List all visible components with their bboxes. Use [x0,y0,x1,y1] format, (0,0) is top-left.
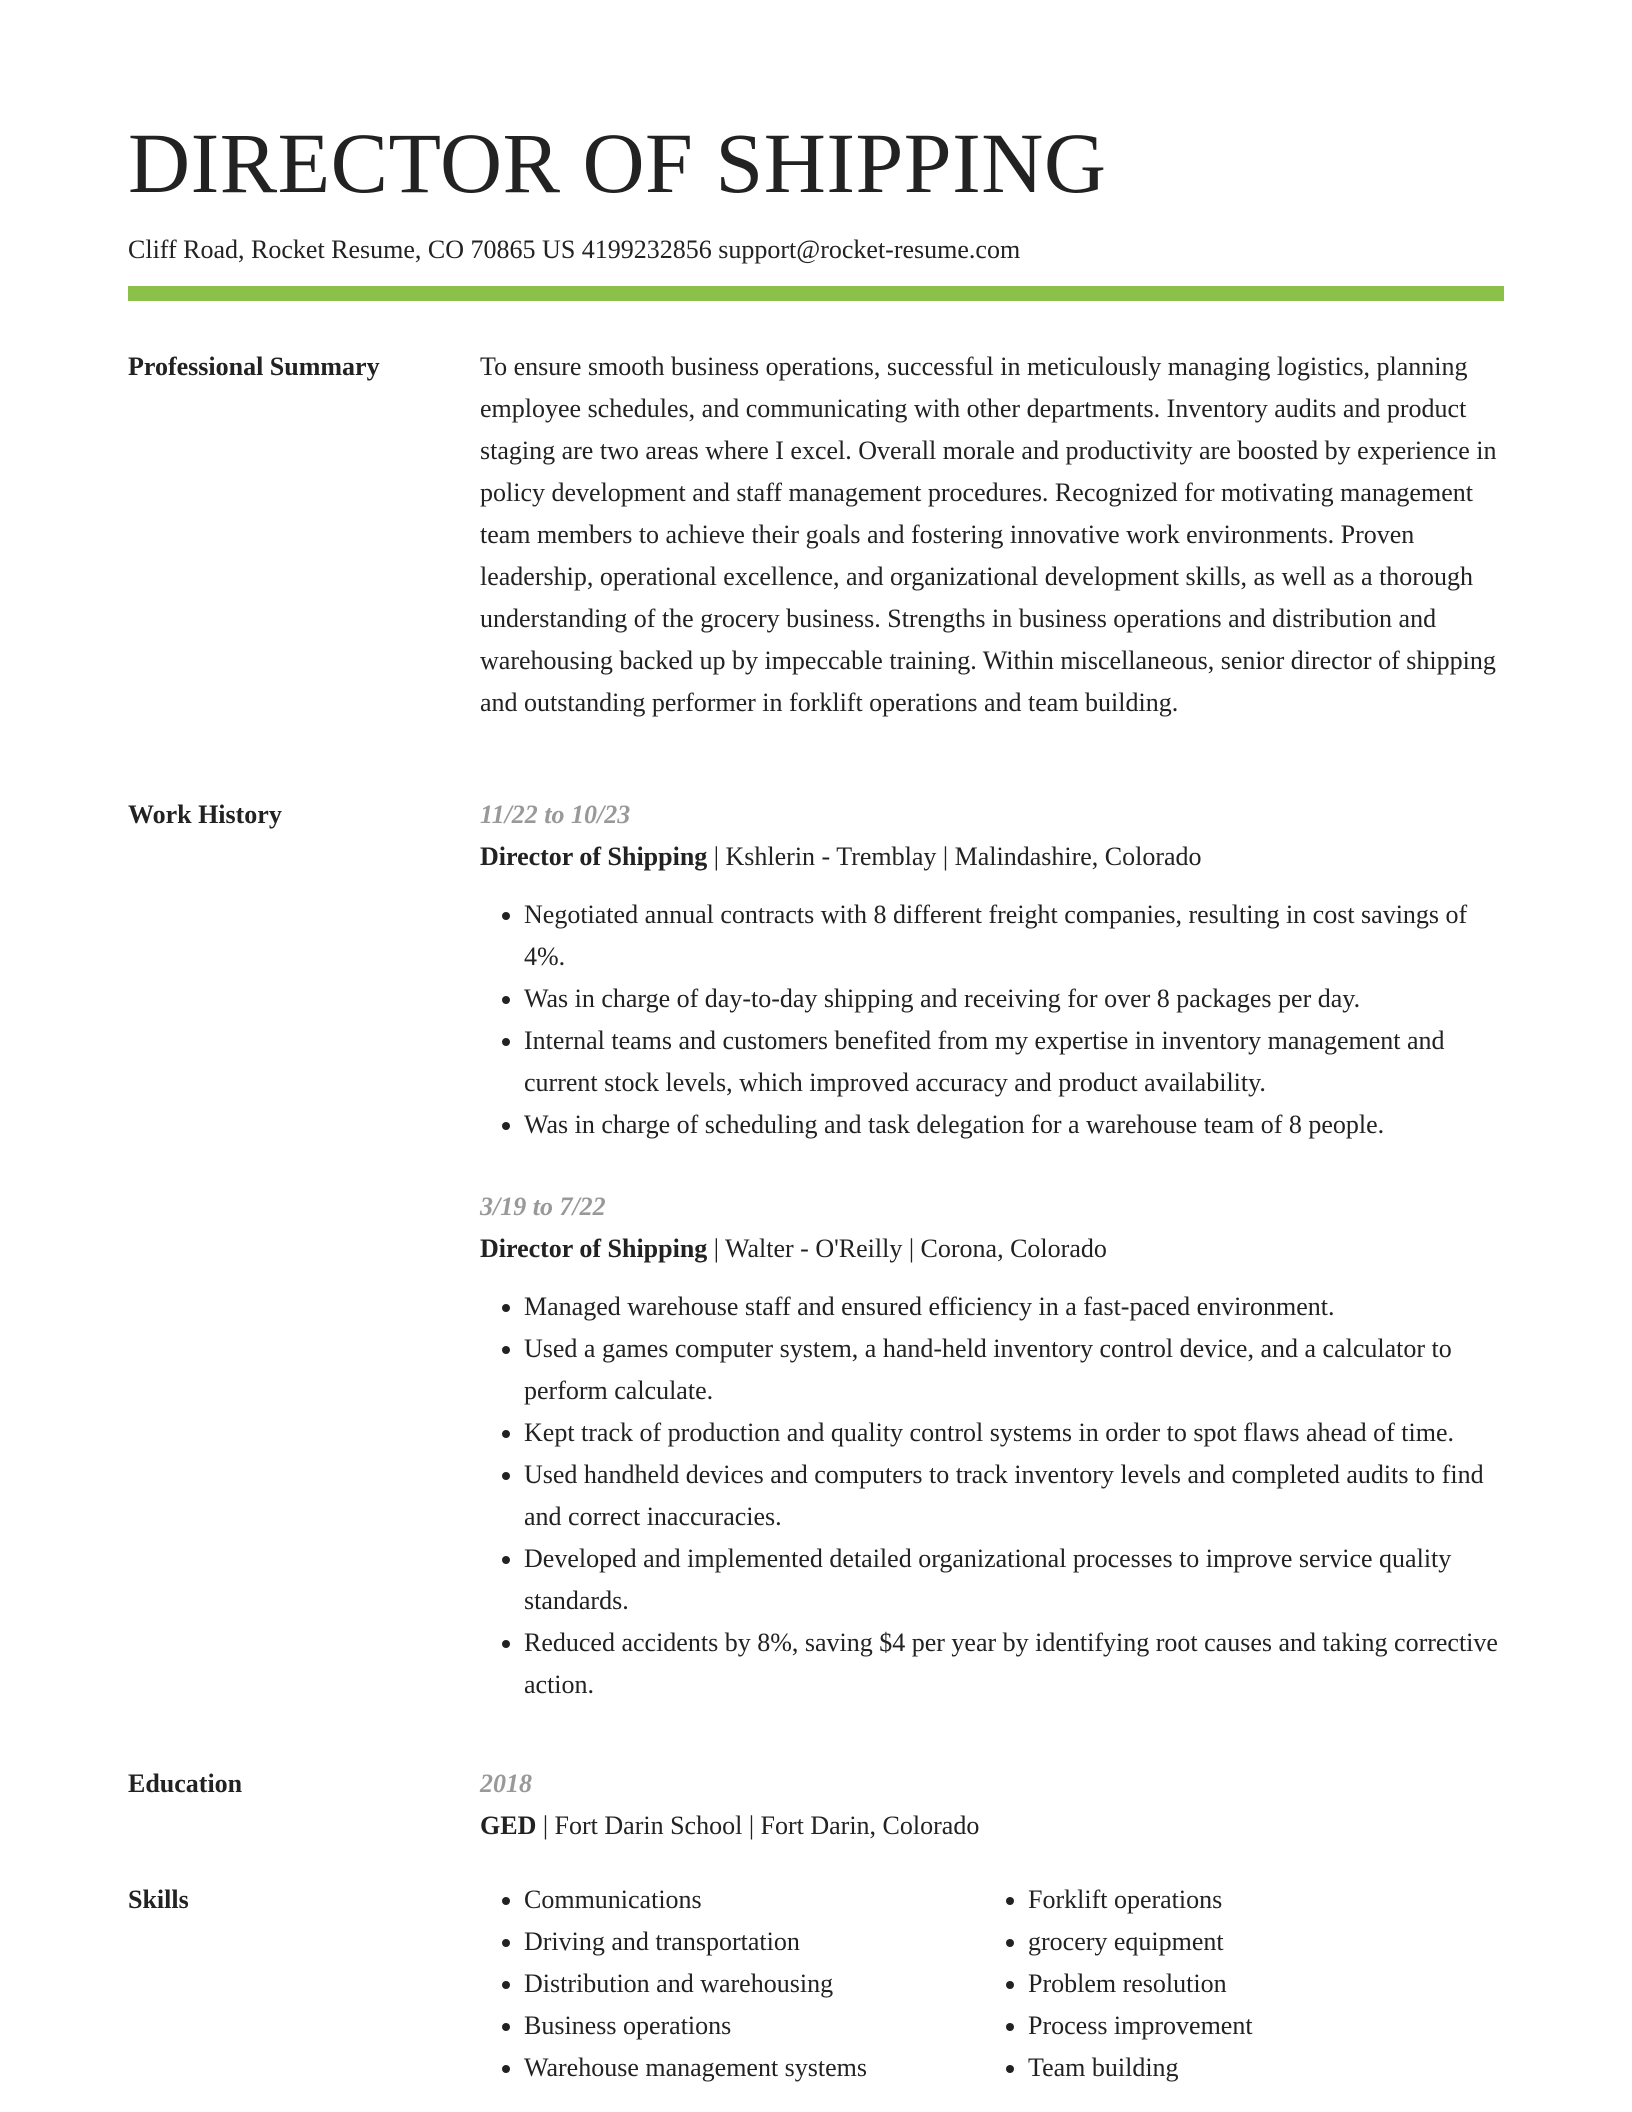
education-year: 2018 [480,1769,532,1798]
summary-text: To ensure smooth business operations, successful in meticulously managing logistics, planning employee schedules, and communicating with other departments. Inventory audits and product staging are two areas where I excel. Overall morale and productivity are boosted by experience in policy development and staff management procedures. Recognized for motivating management team members to achieve their goals and fostering innovative work environments. Proven leadership, operational excellence, and organizational development skills, as well as a thorough understanding of the grocery business. Strengths in business operations and distribution and warehousing backed up by impeccable training. Within miscellaneous, senior director of shipping and outstanding performer in forklift operations and team building. [480,352,1497,717]
skills-body [480,1879,1504,2089]
education-body [480,1763,1504,1847]
contact-line: Cliff Road, Rocket Resume, CO 70865 US 4199232856 support@rocket-resume.com [128,235,1021,264]
job-dates: 11/22 to 10/23 [480,800,631,829]
skills-list-left [480,1879,984,2089]
education-degree: GED [480,1811,537,1840]
work-history-label: Work History [128,800,282,829]
job-bullet: • Managed warehouse staff and ensured efficiency in a fast-paced environment. [524,1286,1504,1328]
education-label: Education [128,1769,243,1798]
skill-item: • Team building [1028,2047,1478,2089]
summary-label: Professional Summary [128,352,380,381]
skill-item: • Problem resolution [1028,1963,1478,2005]
job-title: Director of Shipping [480,1234,708,1263]
skill-item: • Process improvement [1028,2005,1478,2047]
skills-list-right [984,1879,1478,2089]
job-bullet: • Developed and implemented detailed organizational processes to improve service quality standards. [524,1538,1504,1622]
job-bullet: • Was in charge of day-to-day shipping and receiving for over 8 packages per day. [524,978,1504,1020]
skill-item: • Distribution and warehousing [524,1963,984,2005]
job-entry [480,794,1504,1146]
skill-item: • Business operations [524,2005,984,2047]
skill-item: • Communications [524,1879,984,1921]
job-details: | Walter - O'Reilly | Corona, Colorado [707,1234,1107,1263]
job-bullets [480,1286,1504,1706]
skill-item: • Forklift operations [1028,1879,1478,1921]
skill-item: • Warehouse management systems [524,2047,984,2089]
skills-columns [480,1879,1504,2089]
work-history-body [480,794,1504,1706]
education-line [480,1805,1504,1847]
job-bullet: • Kept track of production and quality control systems in order to spot flaws ahead of time. [524,1412,1504,1454]
job-bullets [480,894,1504,1146]
job-line [480,836,1504,878]
job-dates: 3/19 to 7/22 [480,1192,606,1221]
header-divider [128,286,1504,301]
job-bullet: • Reduced accidents by 8%, saving $4 per year by identifying root causes and taking corrective action. [524,1622,1504,1706]
job-bullet: • Internal teams and customers benefited from my expertise in inventory management and current stock levels, which improved accuracy and product availability. [524,1020,1504,1104]
summary-body [480,346,1504,724]
job-line [480,1228,1504,1270]
job-title: Director of Shipping [480,842,708,871]
job-details: | Kshlerin - Tremblay | Malindashire, Colorado [707,842,1202,871]
job-bullet: • Used a games computer system, a hand-held inventory control device, and a calculator to perform calculate. [524,1328,1504,1412]
education-details: | Fort Darin School | Fort Darin, Colorado [536,1811,980,1840]
job-entry [480,1186,1504,1706]
job-bullet: • Was in charge of scheduling and task delegation for a warehouse team of 8 people. [524,1104,1504,1146]
skill-item: • Driving and transportation [524,1921,984,1963]
skill-item: • grocery equipment [1028,1921,1478,1963]
job-bullet: • Used handheld devices and computers to track inventory levels and completed audits to find and correct inaccuracies. [524,1454,1504,1538]
resume-title: DIRECTOR OF SHIPPING [128,115,1107,211]
skills-label: Skills [128,1885,189,1914]
job-bullet: • Negotiated annual contracts with 8 different freight companies, resulting in cost savings of 4%. [524,894,1504,978]
